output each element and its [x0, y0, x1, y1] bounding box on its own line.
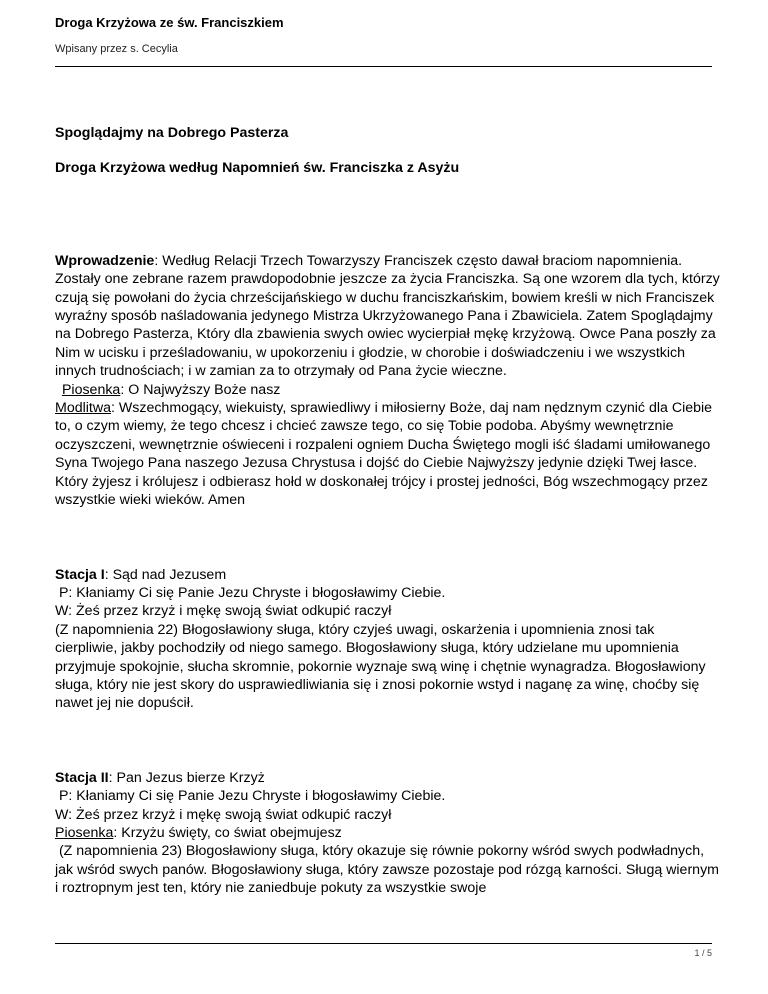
prayer-label: Modlitwa	[55, 400, 111, 417]
intro-song	[55, 381, 720, 399]
prayer-text: : Wszechmogący, wiekuisty, sprawiedliwy i miłosierny Boże, daj nam nędznym czynić dla Ciebie to, o czym wiemy, że tego chcesz i chcieć zawsze tego, co się Tobie podoba. Abyśmy wewnętrznie oczyszczeni, wewnętrznie oświeceni i rozpaleni ogniem Ducha Świętego mogli iść śladami umiłowanego Syna Twojego Pana naszego Jezusa Chrystusa i dojść do Ciebie Najwyższy jedynie dzięki Twej łasce. Który żyjesz i królujesz i odbierasz hołd w doskonałej trójcy i prostej jedności, Bóg wszechmogący przez wszystkie wieki wieków. Amen	[55, 400, 713, 509]
station-1-p-line: P: Kłaniamy Ci się Panie Jezu Chryste i błogosławimy Ciebie.	[55, 584, 446, 601]
heading-title: Spoglądajmy na Dobrego Pasterza	[55, 125, 289, 141]
station-2-song-text: : Krzyżu święty, co świat obejmujesz	[113, 824, 342, 841]
station-1-w-line: W: Żeś przez krzyż i mękę swoją świat odkupić raczył	[55, 603, 392, 620]
station-2-heading	[55, 769, 720, 787]
station-2-title: : Pan Jezus bierze Krzyż	[108, 769, 265, 786]
heading-subtitle: Droga Krzyżowa według Napomnień św. Franciszka z Asyżu	[55, 160, 460, 177]
intro-text: : Według Relacji Trzech Towarzyszy Franciszek często dawał braciom napomnienia. Zostały one zebrane razem prawdopodobnie jeszcze za życia Franciszka. Są one wzorem dla tych, którzy czują się powołani do życia chrześcijańskiego w duchu franciszkańskim, bowiem kreśli w nich Franciszek wyraźny sposób naśladowania jedynego Mistrza Ukrzyżowanego Pana i Zbawiciela. Zatem Spoglądajmy na Dobrego Pasterza, Który dla zbawienia swych owiec wycierpiał mękę krzyżową. Owce Pana poszły za Nim w ucisku i prześladowaniu, w upokorzeniu i głodzie, w chorobie i doświadczeniu i we wszystkich innych trudnościach; i w zamian za to otrzymały od Pana życie wieczne.	[55, 252, 720, 380]
intro-label: Wprowadzenie	[55, 252, 155, 269]
intro-paragraph	[55, 252, 720, 381]
song-text: : O Najwyższy Boże nasz	[120, 381, 281, 398]
station-2-song	[55, 824, 720, 842]
station-2-label: Stacja II	[55, 769, 109, 786]
station-2-p-line: P: Kłaniamy Ci się Panie Jezu Chryste i błogosławimy Ciebie.	[55, 788, 446, 805]
station-2-song-label: Piosenka	[55, 824, 114, 841]
footer-divider	[55, 943, 712, 944]
song-label: Piosenka	[61, 381, 121, 398]
station-1-label: Stacja I	[55, 566, 105, 583]
intro-prayer	[55, 399, 720, 509]
station-1-text: (Z napomnienia 22) Błogosławiony sługa, który czyjeś uwagi, oskarżenia i upomnienia znosi tak cierpliwie, jakby pochodziły od niego samego. Błogosławiony sługa, który udzielane mu upomnienia przyjmuje spokojnie, słucha skromnie, pokornie wyznaje swą winę i chętnie wynagradza. Błogosławiony sługa, który nie jest skory do usprawiedliwiania się i znosi pokornie wstyd i naganę za winę, choćby się nawet jej nie dopuścił.	[55, 621, 706, 712]
header-divider	[55, 66, 712, 67]
station-1-title: : Sąd nad Jezusem	[104, 566, 227, 583]
document-title: Droga Krzyżowa ze św. Franciszkiem	[55, 15, 284, 30]
page-header	[55, 14, 712, 56]
station-1-heading	[55, 566, 720, 584]
station-2-w-line: W: Żeś przez krzyż i mękę swoją świat odkupić raczył	[55, 806, 392, 823]
station-2-text: (Z napomnienia 23) Błogosławiony sługa, który okazuje się równie pokorny wśród swych podwładnych, jak wśród swych panów. Błogosławiony sługa, który zawsze pozostaje pod rózgą karności. Sługą wiernym i roztropnym jest ten, który nie zaniedbuje pokuty za wszystkie swoje	[55, 843, 723, 897]
page-number: 1 / 5	[694, 948, 712, 958]
document-body	[55, 124, 723, 898]
document-author: Wpisany przez s. Cecylia	[55, 43, 178, 55]
